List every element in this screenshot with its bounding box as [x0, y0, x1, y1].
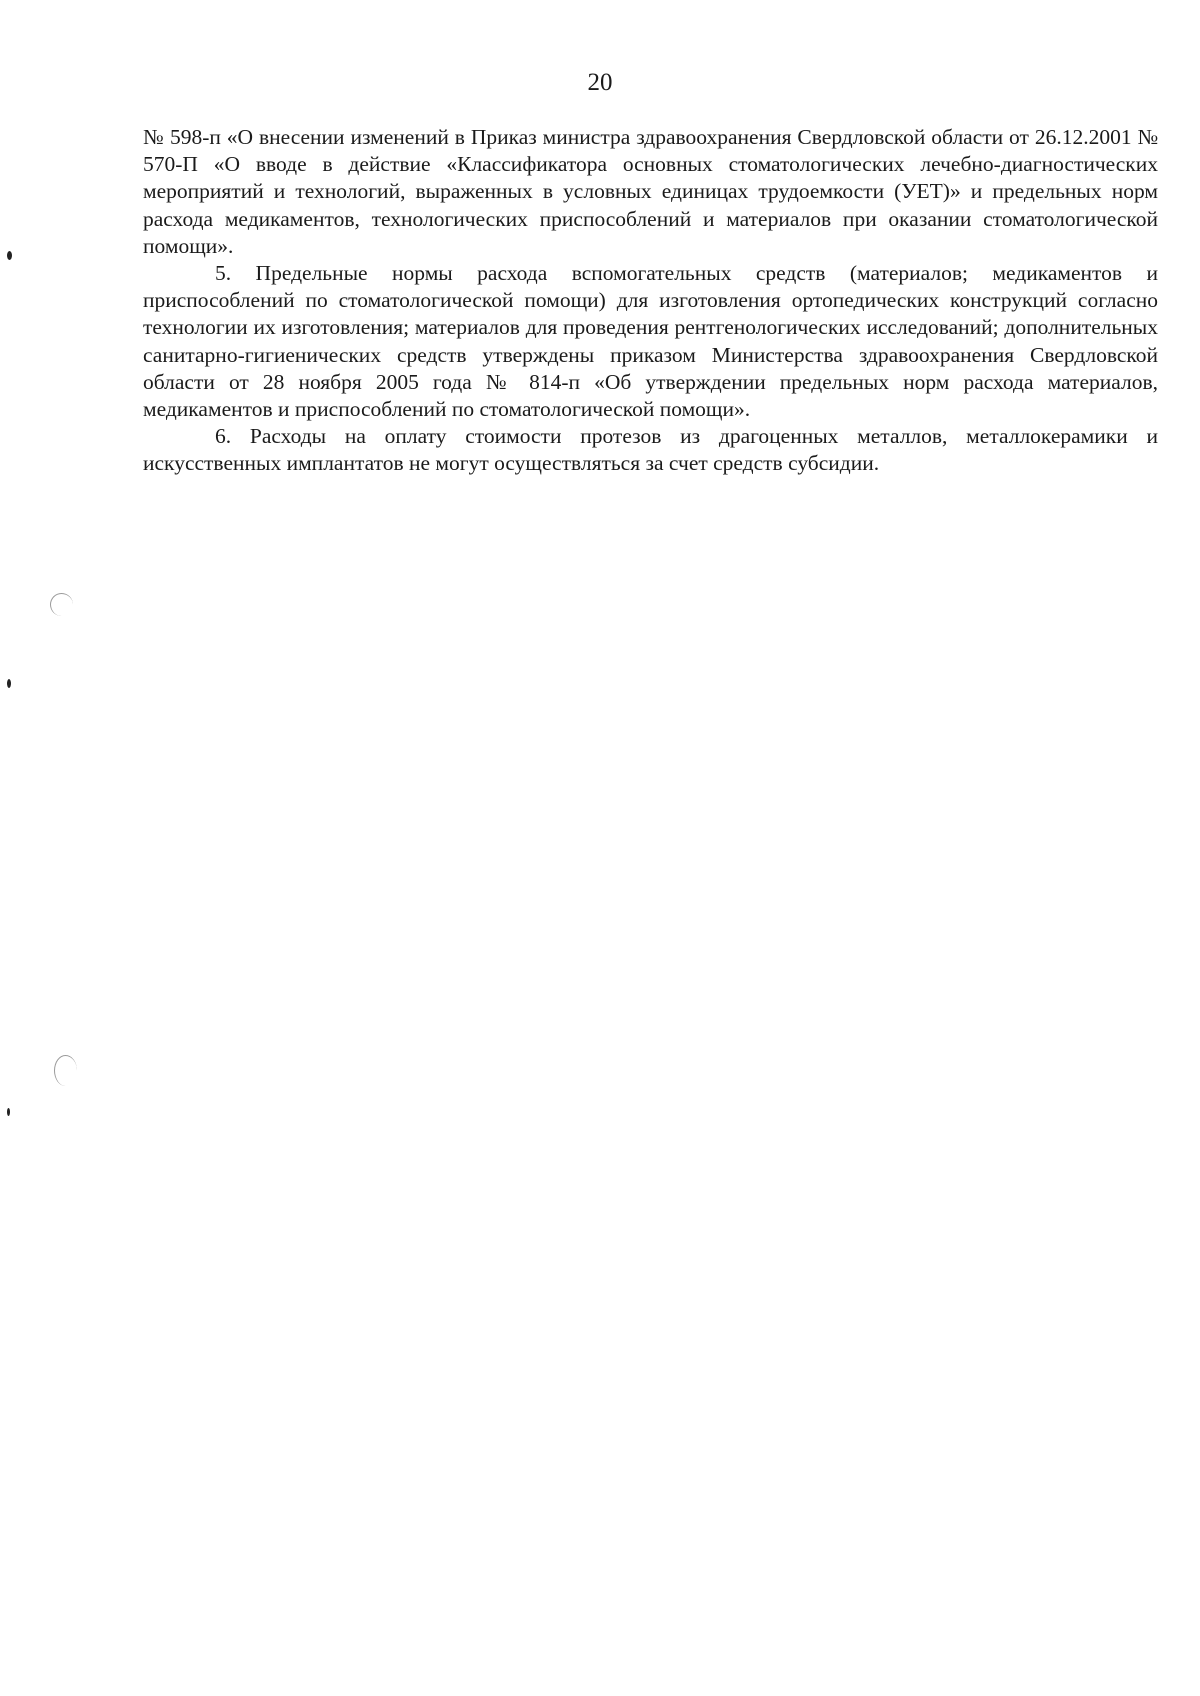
scan-speck: [7, 251, 12, 260]
paragraph-item-6: 6. Расходы на оплату стоимости протезов из драгоценных металлов, металлокерамики и искусственных имплантатов не могут осуществляться за счет средств субсидии.: [143, 424, 1158, 476]
paragraph-continuation: № 598-п «О внесении изменений в Приказ министра здравоохранения Свердловской области от 26.12.2001 № 570-П «О вводе в действие «Классификатора основных стоматологических лечебно-диагностических мероприятий и технологий, выраженных в условных единицах трудоемкости (УЕТ)» и предельных норм расхода медикаментов, технологических приспособлений и материалов при оказании стоматологической помощи».: [143, 125, 1158, 258]
scan-mark: [54, 1055, 77, 1086]
scan-speck: [7, 679, 11, 688]
page-number: 20: [587, 69, 613, 96]
paragraph-item-5: 5. Предельные нормы расхода вспомогательных средств (материалов; медикаментов и приспособлений по стоматологической помощи) для изготовления ортопедических конструкций согласно технологии их изготовления; материалов для проведения рентгенологических исследований; дополнительных санитарно-гигиенических средств утверждены приказом Министерства здравоохранения Свердловской области от 28 ноября 2005 года № 814-п «Об утверждении предельных норм расхода материалов, медикаментов и приспособлений по стоматологической помощи».: [143, 261, 1158, 422]
scan-mark: [50, 593, 73, 616]
scan-speck: [7, 1108, 10, 1116]
document-body: [143, 124, 1158, 478]
